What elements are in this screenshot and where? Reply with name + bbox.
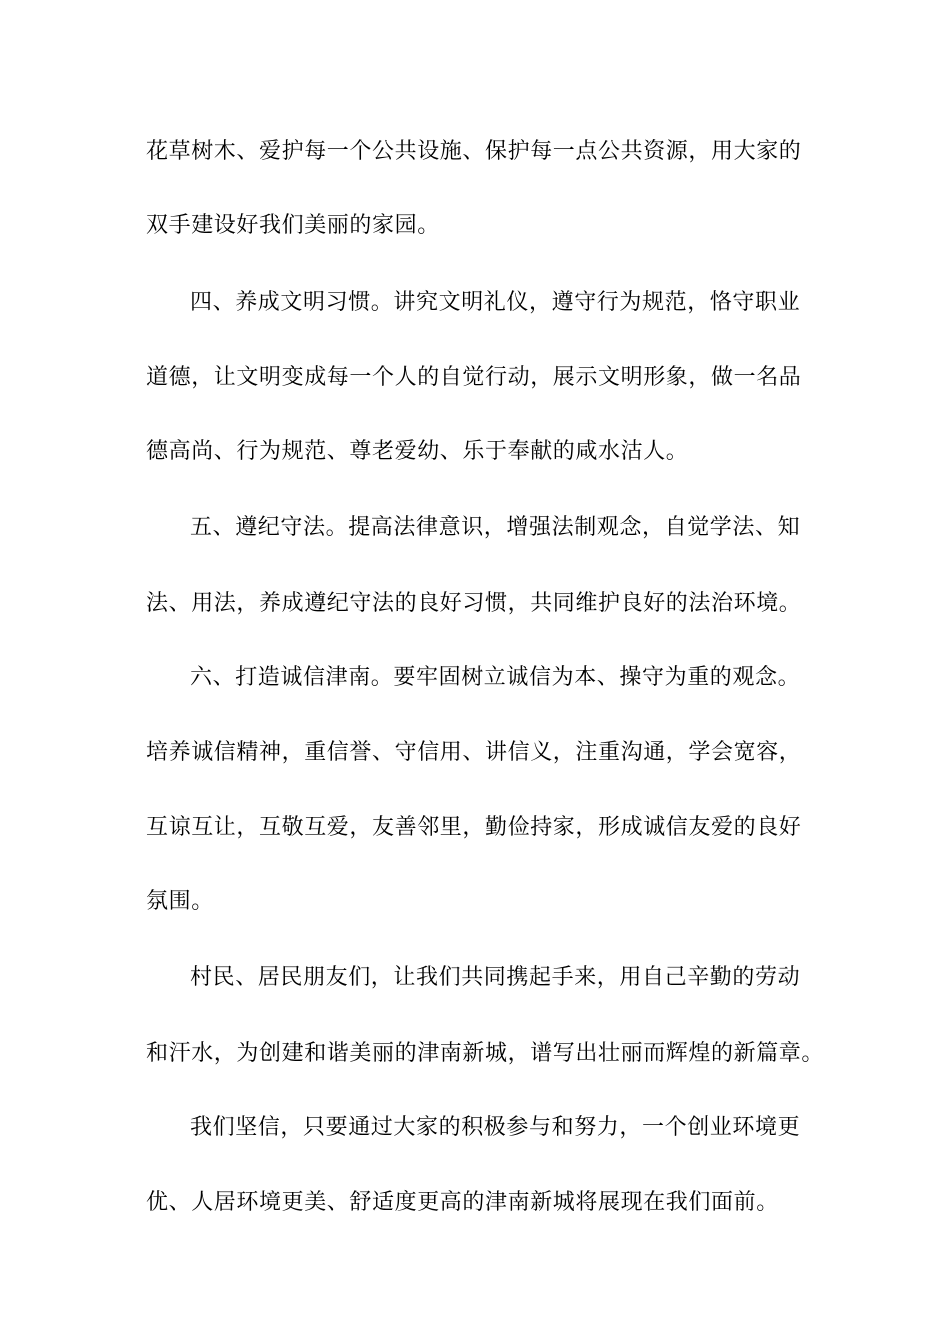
- text-line: 花草树木、爱护每一个公共设施、保护每一点公共资源，用大家的: [146, 139, 802, 164]
- text-line: 互谅互让，互敬互爱，友善邻里，勤俭持家，形成诚信友爱的良好: [146, 815, 802, 840]
- text-line: 德高尚、行为规范、尊老爱幼、乐于奉献的咸水沽人。: [146, 439, 689, 464]
- paragraph-4-heading-line: 四、养成文明习惯。讲究文明礼仪，遵守行为规范，恪守职业: [190, 290, 801, 315]
- closing-paragraph-line: 村民、居民朋友们，让我们共同携起手来，用自己辛勤的劳动: [190, 965, 801, 990]
- text-line: 道德，让文明变成每一个人的自觉行动，展示文明形象，做一名品: [146, 365, 802, 390]
- text-line: 双手建设好我们美丽的家园。: [146, 213, 440, 238]
- text-line: 培养诚信精神，重信誉、守信用、讲信义，注重沟通，学会宽容，: [146, 740, 802, 765]
- final-paragraph-line: 我们坚信，只要通过大家的积极参与和努力，一个创业环境更: [190, 1115, 801, 1140]
- paragraph-6-heading-line: 六、打造诚信津南。要牢固树立诚信为本、操守为重的观念。: [190, 665, 801, 690]
- paragraph-5-heading-line: 五、遵纪守法。提高法律意识，增强法制观念，自觉学法、知: [190, 515, 801, 540]
- text-line: 优、人居环境更美、舒适度更高的津南新城将展现在我们面前。: [146, 1190, 779, 1215]
- text-line: 法、用法，养成遵纪守法的良好习惯，共同维护良好的法治环境。: [146, 591, 802, 616]
- text-line: 氛围。: [146, 889, 214, 914]
- text-line: 和汗水，为创建和谐美丽的津南新城，谱写出壮丽而辉煌的新篇章。: [146, 1041, 825, 1066]
